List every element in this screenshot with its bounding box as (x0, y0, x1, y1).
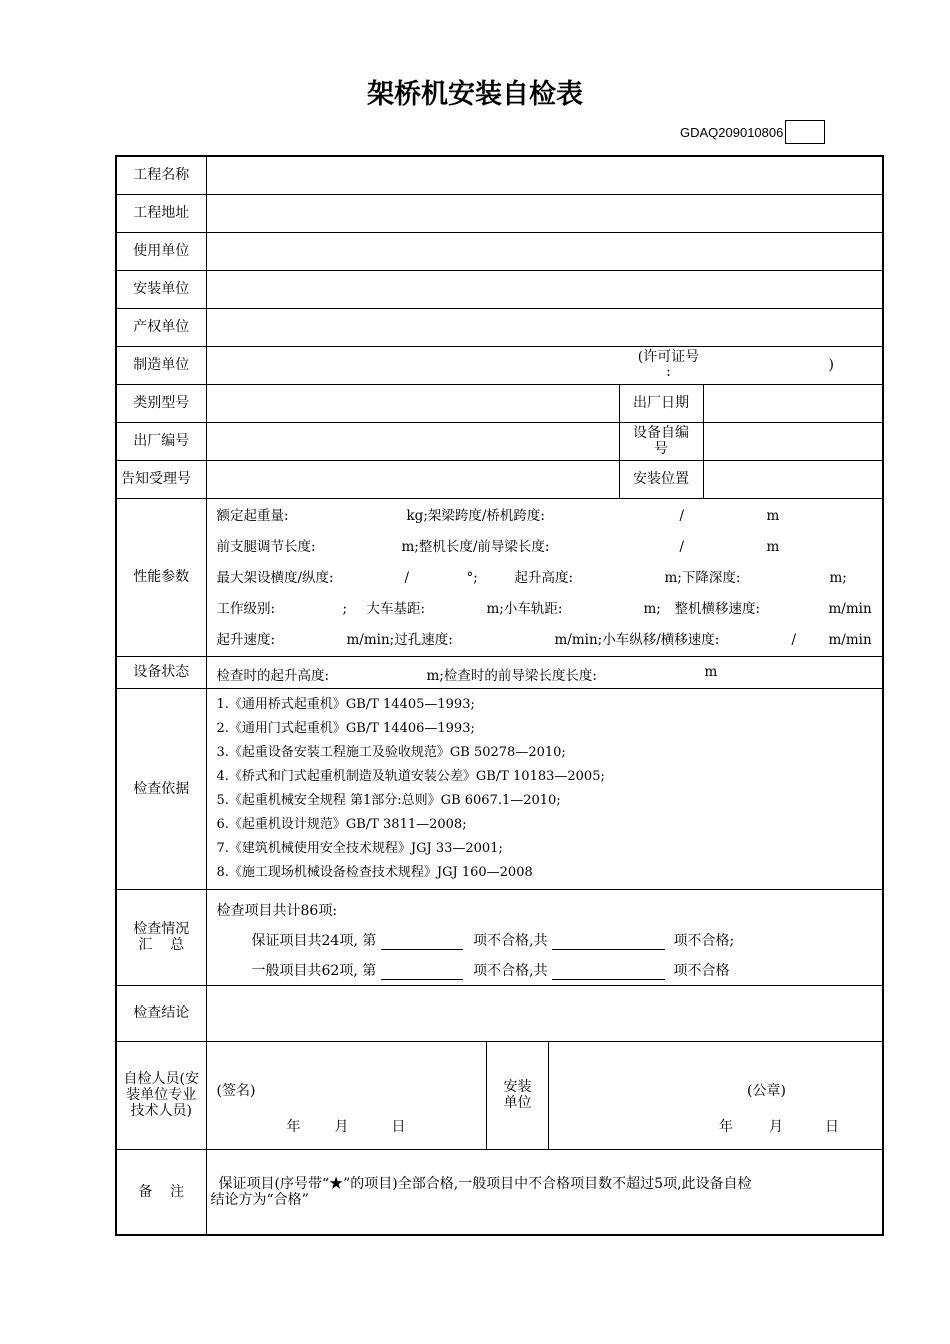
inspection-basis-label: 检查依据 (116, 688, 206, 889)
basis-item: 3.《起重设备安装工程施工及验收规范》GB 50278—2010; (216, 744, 566, 760)
factory-no-input[interactable] (206, 422, 619, 460)
device-no-label: 设备自编号 (619, 422, 703, 460)
device-no-input[interactable] (703, 422, 883, 460)
install-unit-label: 安装单位 (116, 270, 206, 308)
basis-item: 5.《起重机械安全规程 第1部分:总则》GB 6067.1—2010; (216, 792, 561, 808)
basis-item: 4.《桥式和门式起重机制造及轨道安装公差》GB/T 10183—2005; (216, 768, 605, 784)
equipment-status-label: 设备状态 (116, 656, 206, 688)
form-code-suffix-box[interactable] (785, 120, 825, 144)
perf-line-5: 起升速度: m/min;过孔速度: m/min;小车纵移/横移速度: / m/min (216, 631, 872, 648)
project-name-input[interactable] (206, 156, 883, 194)
perf-line-4: 工作级别: ; 大车基距: m;小车轨距: m; 整机横移速度: m/min (216, 600, 872, 617)
project-name-label: 工程名称 (116, 156, 206, 194)
user-unit-input[interactable] (206, 232, 883, 270)
model-label: 类别型号 (116, 384, 206, 422)
factory-no-label: 出厂编号 (116, 422, 206, 460)
performance-params (206, 498, 883, 656)
guarantee-count-input[interactable] (552, 931, 665, 950)
perf-line-3: 最大架设横度/纵度: / °; 起升高度: m;下降深度: m; (216, 569, 847, 586)
manufacturer-input[interactable] (206, 346, 883, 384)
summary-content: 检查项目共计86项: 保证项目共24项, 第 项不合格,共 项不合格; 一般项目共62项, 第 项不合格,共 项不合格 (206, 889, 883, 985)
factory-date-input[interactable] (703, 384, 883, 422)
summary-guarantee: 保证项目共24项, 第 项不合格,共 项不合格; (251, 932, 735, 949)
signature-area (206, 1041, 883, 1149)
project-address-input[interactable] (206, 194, 883, 232)
install-unit-input[interactable] (206, 270, 883, 308)
project-address-label: 工程地址 (116, 194, 206, 232)
license-colon: : (666, 363, 671, 380)
page-title: 架桥机安装自检表 (367, 79, 583, 110)
license-label: (许可证号 (637, 348, 700, 365)
performance-label: 性能参数 (116, 498, 206, 656)
inspection-basis-list (206, 688, 883, 889)
basis-item: 7.《建筑机械使用安全技术规程》JGJ 33—2001; (216, 840, 503, 856)
general-count-input[interactable] (552, 961, 665, 980)
install-unit-seal-box[interactable]: (公章) 年 月 日 (719, 1082, 839, 1135)
form-code: GDAQ209010806 (680, 124, 784, 140)
equipment-status: 检查时的起升高度: m;检查时的前导梁长度长度: m (206, 656, 883, 688)
basis-item: 6.《起重机设计规范》GB/T 3811—2008; (216, 816, 467, 832)
remarks-content: 保证项目(序号带“★”的项目)全部合格,一般项目中不合格项目数不超过5项,此设备自检 结论方为“合格” (206, 1149, 883, 1235)
conclusion-label: 检查结论 (116, 985, 206, 1041)
notice-no-label: 告知受理号 (116, 460, 206, 498)
manufacturer-label: 制造单位 (116, 346, 206, 384)
inspector-sign-box[interactable]: (签名) 年 月 日 (207, 1042, 487, 1149)
model-input[interactable] (206, 384, 619, 422)
install-location-input[interactable] (703, 460, 883, 498)
inspection-form (115, 155, 884, 1236)
summary-general: 一般项目共62项, 第 项不合格,共 项不合格 (251, 962, 730, 979)
form-code-area (680, 120, 825, 144)
perf-line-1: 额定起重量: kg;架梁跨度/桥机跨度: / m (216, 507, 780, 524)
notice-no-input[interactable] (206, 460, 619, 498)
basis-item: 1.《通用桥式起重机》GB/T 14405—1993; (216, 696, 475, 712)
summary-label: 检查情况 汇 总 (116, 889, 206, 985)
property-unit-label: 产权单位 (116, 308, 206, 346)
remarks-label: 备 注 (116, 1149, 206, 1235)
license-close: ) (828, 356, 834, 373)
install-unit-sign-label: 安装单位 (487, 1042, 549, 1149)
conclusion-input[interactable] (206, 985, 883, 1041)
install-location-label: 安装位置 (619, 460, 703, 498)
guarantee-item-no-input[interactable] (381, 931, 463, 950)
basis-item: 2.《通用门式起重机》GB/T 14406—1993; (216, 720, 475, 736)
inspector-label: 自检人员(安装单位专业技术人员) (116, 1041, 206, 1149)
perf-line-2: 前支腿调节长度: m;整机长度/前导梁长度: / m (216, 538, 780, 555)
basis-item: 8.《施工现场机械设备检查技术规程》JGJ 160—2008 (216, 864, 533, 880)
general-item-no-input[interactable] (381, 961, 463, 980)
user-unit-label: 使用单位 (116, 232, 206, 270)
property-unit-input[interactable] (206, 308, 883, 346)
factory-date-label: 出厂日期 (619, 384, 703, 422)
